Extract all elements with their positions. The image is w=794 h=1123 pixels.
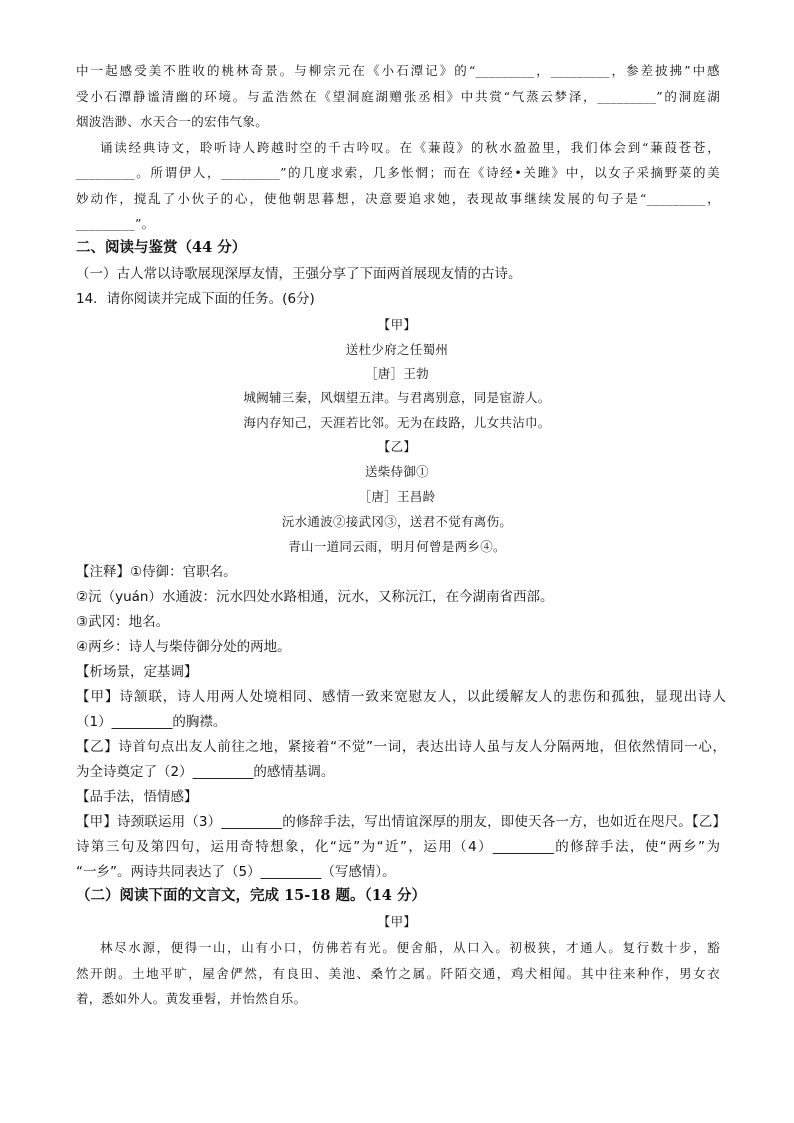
- task-heading-1: 【析场景，定基调】: [76, 664, 198, 680]
- poem-jia-title: 送杜少府之任蜀州: [345, 342, 449, 357]
- passage-jia-tag: 【甲】: [377, 914, 417, 929]
- note-3: ③武冈：地名。: [76, 614, 170, 630]
- task-para-3c: “一乡”。两诗共同表达了（5）_________（写感情）。: [76, 864, 396, 880]
- intro-line-6: 妙动作，搅乱了小伙子的心，使他朝思暮想，决意要追求她，表现故事继续发展的句子是“_________，: [76, 191, 720, 206]
- intro-line-2: 受小石潭静谧清幽的环境。与孟浩然在《望洞庭湖赠张丞相》中共赏“气蒸云梦泽，_________”的洞庭湖: [76, 89, 720, 104]
- poem-yi-line-1: 沅水通波②接武冈③，送君不觉有离伤。: [281, 514, 513, 529]
- poem-jia-line-1: 城阙辅三秦，风烟望五津。与君离别意，同是宦游人。: [243, 390, 551, 405]
- subsection-intro: （一）古人常以诗歌展现深厚友情，王强分享了下面两首展现友情的古诗。: [76, 266, 522, 282]
- intro-line-4: 诵读经典诗文，聆听诗人跨越时空的千古吟叹。在《蒹葭》的秋水盈盈里，我们体会到“蒹葭苍苍，: [100, 140, 720, 155]
- intro-line-7: _________”。: [76, 216, 155, 231]
- passage-line-2: 然开朗。土地平旷，屋舍俨然，有良田、美池、桑竹之属。阡陌交通，鸡犬相闻。其中往来种作，男女衣: [76, 966, 720, 981]
- poem-yi-title: 送柴侍御①: [364, 464, 429, 479]
- passage-line-3: 着，悉如外人。黄发垂髫，并怡然自乐。: [76, 991, 307, 1006]
- passage-line-1: 林尽水源，便得一山，山有小口，仿佛若有光。便舍船，从口入。初极狭，才通人。复行数十步，豁: [100, 940, 720, 955]
- task-para-1a: 【甲】诗颔联，诗人用两人处境相同、感情一致来宽慰友人，以此缓解友人的悲伤和孤独，显现出诗人: [76, 689, 726, 705]
- poem-yi-line-2: 青山一道同云雨，明月何曾是两乡④。: [288, 539, 506, 554]
- poem-jia-line-2: 海内存知己，天涯若比邻。无为在歧路，儿女共沾巾。: [243, 415, 551, 430]
- task-para-3a: 【甲】诗颈联运用（3）_________的修辞手法，写出情谊深厚的朋友，即使天各一方，也如近在咫尺。【乙】: [76, 814, 726, 830]
- task-para-3b: 诗第三句及第四句，运用奇特想象，化“远”为“近”，运用（4）_________的修辞手法，使“两乡”为: [76, 839, 720, 855]
- intro-line-3: 烟波浩渺、水天合一的宏伟气象。: [76, 114, 269, 129]
- task-heading-2: 【品手法，悟情感】: [76, 789, 198, 805]
- task-para-1b: （1）_________的胸襟。: [76, 714, 227, 730]
- section-heading: 二、阅读与鉴赏（44 分）: [76, 239, 247, 256]
- poem-jia-tag: 【甲】: [377, 317, 417, 332]
- question-14: 14．请你阅读并完成下面的任务。(6分): [76, 291, 315, 307]
- task-para-2a: 【乙】诗首句点出友人前往之地，紧接着“不觉”一词，表达出诗人虽与友人分隔两地，但依然情同一心，: [76, 739, 726, 755]
- poem-yi-author: ［唐］王昌龄: [358, 489, 436, 504]
- note-1: 【注释】①侍御：官职名。: [76, 564, 237, 580]
- intro-line-1: 中一起感受美不胜收的桃林奇景。与柳宗元在《小石潭记》的“_________，_________，参差披拂”中感: [76, 63, 720, 78]
- poem-yi-tag: 【乙】: [377, 439, 417, 454]
- section-2b-heading: （二）阅读下面的文言文，完成 15-18 题。（14 分）: [76, 887, 426, 904]
- intro-line-5: _________。所谓伊人，_________”的几度求索，几多怅惘；而在《诗经•关雎》中，以女子采摘野菜的美: [76, 165, 720, 180]
- note-2: ②沅（yuán）水通波：沅水四处水路相通，沅水，又称沅江，在今湖南省西部。: [76, 589, 554, 605]
- poem-jia-author: ［唐］王勃: [364, 366, 429, 381]
- task-para-2b: 为全诗奠定了（2）_________的感情基调。: [76, 764, 335, 780]
- note-4: ④两乡：诗人与柴侍御分处的两地。: [76, 639, 291, 655]
